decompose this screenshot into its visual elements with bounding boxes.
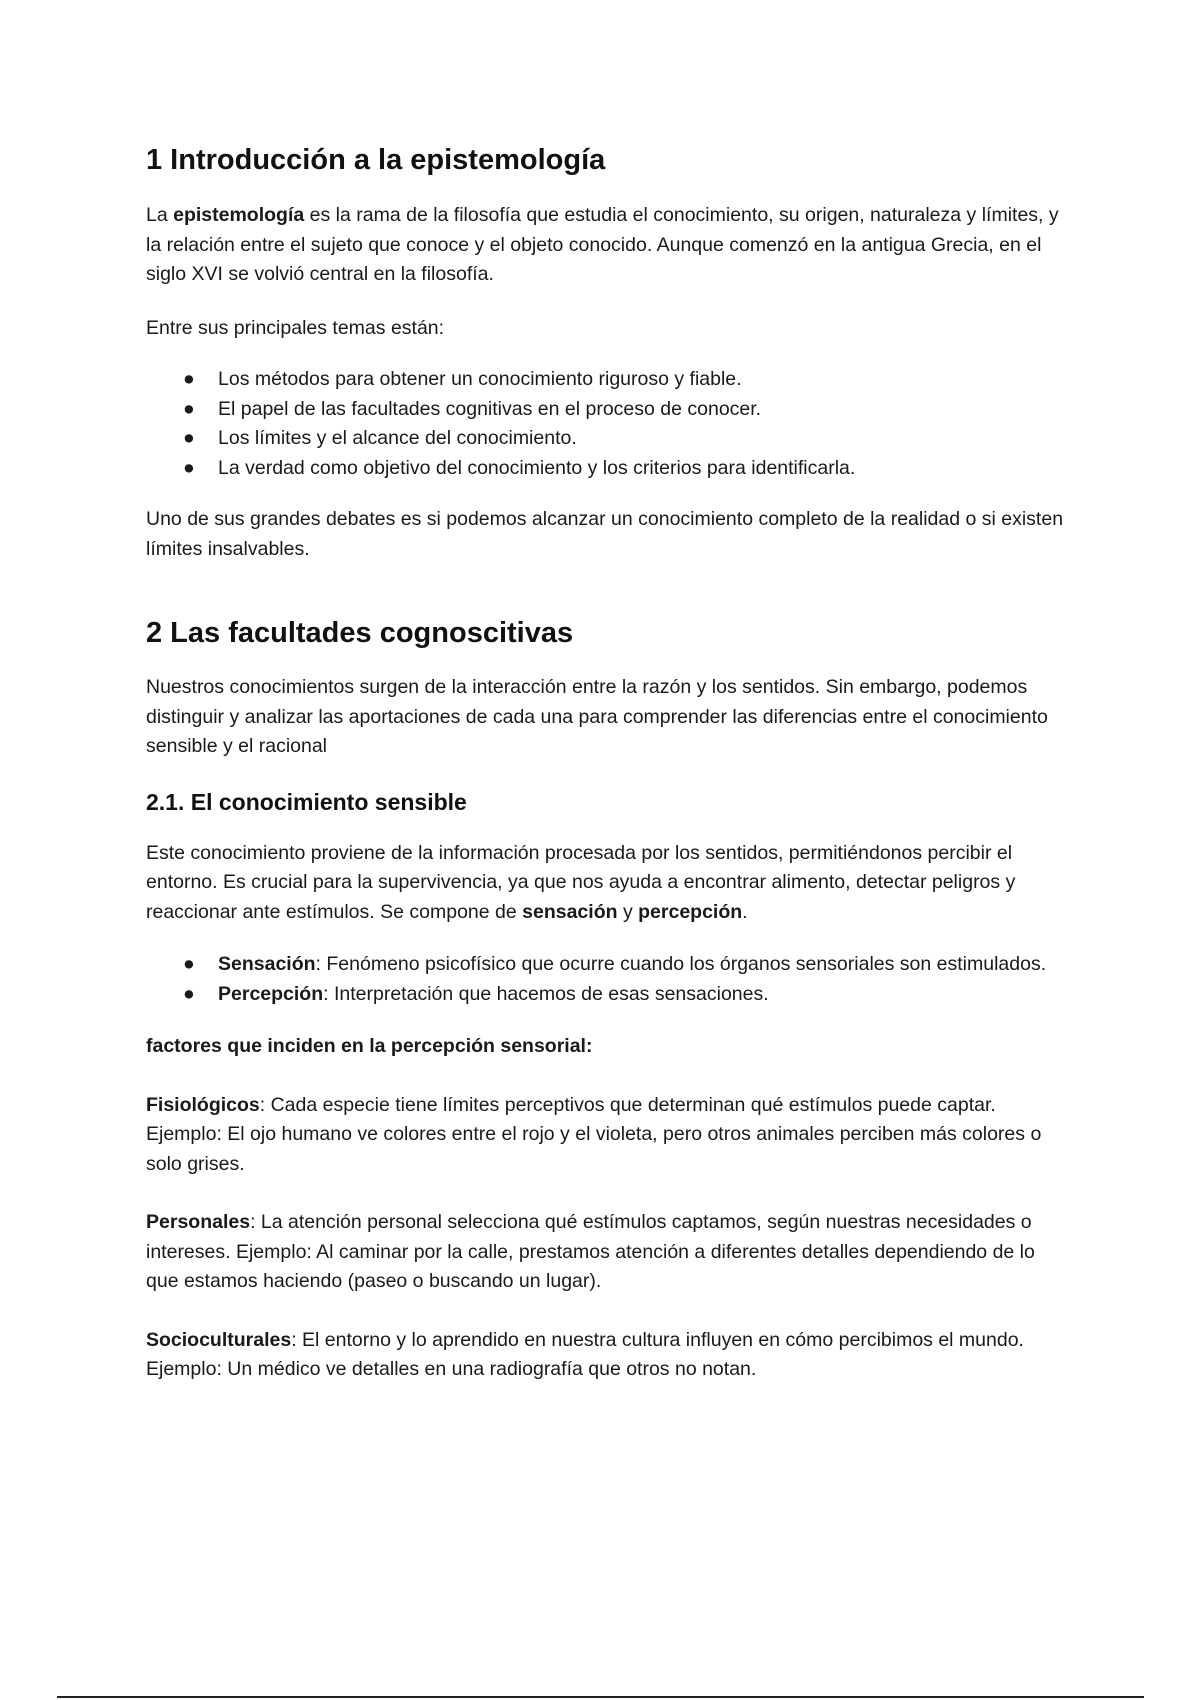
text-span: : Cada especie tiene límites perceptivos que determinan qué estímulos puede captar. Ejemplo: El ojo humano ve colores entre el rojo y el violeta, pero otros animales perciben más colores o solo grises. [146, 1093, 1042, 1175]
section-1-paragraph-3: Uno de sus grandes debates es si podemos alcanzar un conocimiento completo de la realidad o si existen límites insalvables. [146, 508, 1064, 560]
list-item [146, 950, 1066, 980]
page-bottom-rule [57, 1696, 1144, 1698]
bold-term: Socioculturales [146, 1328, 292, 1351]
list-item-text: Los métodos para obtener un conocimiento riguroso y fiable. [218, 368, 742, 390]
section-1-paragraph-2: Entre sus principales temas están: [146, 316, 445, 339]
bullet-icon: ● [183, 427, 195, 449]
section-2-paragraph-1: Nuestros conocimientos surgen de la interacción entre la razón y los sentidos. Sin embargo, podemos distinguir y analizar las aportaciones de cada una para comprender las diferencias entre el conocimiento sensible y el racional [146, 676, 1048, 757]
factor-paragraph [146, 1326, 1066, 1385]
section-2-title: 2 Las facultades cognoscitivas [146, 617, 574, 649]
factors-heading: factores que inciden en la percepción sensorial: [146, 1035, 593, 1057]
bullet-icon: ● [183, 953, 195, 975]
bold-term: Personales [146, 1211, 251, 1233]
text-span: : La atención personal selecciona qué estímulos captamos, según nuestras necesidades o intereses. Ejemplo: Al caminar por la calle, prestamos atención a diferentes detalles dependiendo de lo que estamos haciendo (paseo o buscando un lugar). [146, 1211, 1035, 1292]
section-2-1-title: 2.1. El conocimiento sensible [146, 788, 467, 815]
section-1-paragraph-1 [146, 201, 1066, 290]
text-span: Este conocimiento proviene de la información procesada por los sentidos, permitiéndonos percibir el entorno. Es crucial para la supervivencia, ya que nos ayuda a encontrar alimento, detectar peligros y reaccionar ante estímulos. Se compone de [146, 841, 1016, 923]
text-span: : El entorno y lo aprendido en nuestra cultura influyen en cómo percibimos el mundo. Ejemplo: Un médico ve detalles en una radiografía que otros no notan. [146, 1328, 1024, 1380]
bullet-icon: ● [183, 982, 195, 1005]
bold-term: sensación [522, 900, 618, 923]
section-2-1-definition-list [146, 950, 1066, 1009]
bullet-icon: ● [183, 368, 195, 390]
bold-term: Percepción [218, 982, 324, 1005]
section-2-1-paragraph-1 [146, 839, 1066, 928]
bold-term: Fisiológicos [146, 1093, 260, 1116]
text-span: . [742, 900, 748, 923]
bold-term: percepción [638, 900, 743, 923]
text-span: y [617, 900, 639, 923]
list-item-text: : Fenómeno psicofísico que ocurre cuando los órganos sensoriales son estimulados. [315, 953, 1047, 975]
list-item [146, 365, 1066, 395]
document-page [146, 140, 1066, 1385]
section-1-title: 1 Introducción a la epistemología [146, 144, 606, 176]
bullet-icon: ● [183, 397, 195, 420]
list-item [146, 395, 1066, 425]
bold-term: Sensación [218, 953, 316, 975]
list-item-text: : Interpretación que hacemos de esas sensaciones. [323, 982, 769, 1005]
text-span: La [146, 204, 174, 226]
factor-paragraph [146, 1208, 1066, 1297]
list-item [146, 424, 1066, 454]
factor-paragraph [146, 1091, 1066, 1180]
bullet-icon: ● [183, 456, 195, 479]
list-item-text: Los límites y el alcance del conocimiento. [218, 427, 577, 449]
list-item [146, 454, 1066, 484]
list-item [146, 980, 1066, 1010]
text-span: es la rama de la filosofía que estudia el conocimiento, su origen, naturaleza y límites, y la relación entre el sujeto que conoce y el objeto conocido. Aunque comenzó en la antigua Grecia, en el siglo XVI se volvió central en la filosofía. [146, 204, 1059, 285]
list-item-text: La verdad como objetivo del conocimiento y los criterios para identificarla. [218, 456, 856, 479]
list-item-text: El papel de las facultades cognitivas en el proceso de conocer. [218, 397, 762, 420]
section-1-topic-list [146, 365, 1066, 483]
bold-term: epistemología [173, 204, 305, 226]
